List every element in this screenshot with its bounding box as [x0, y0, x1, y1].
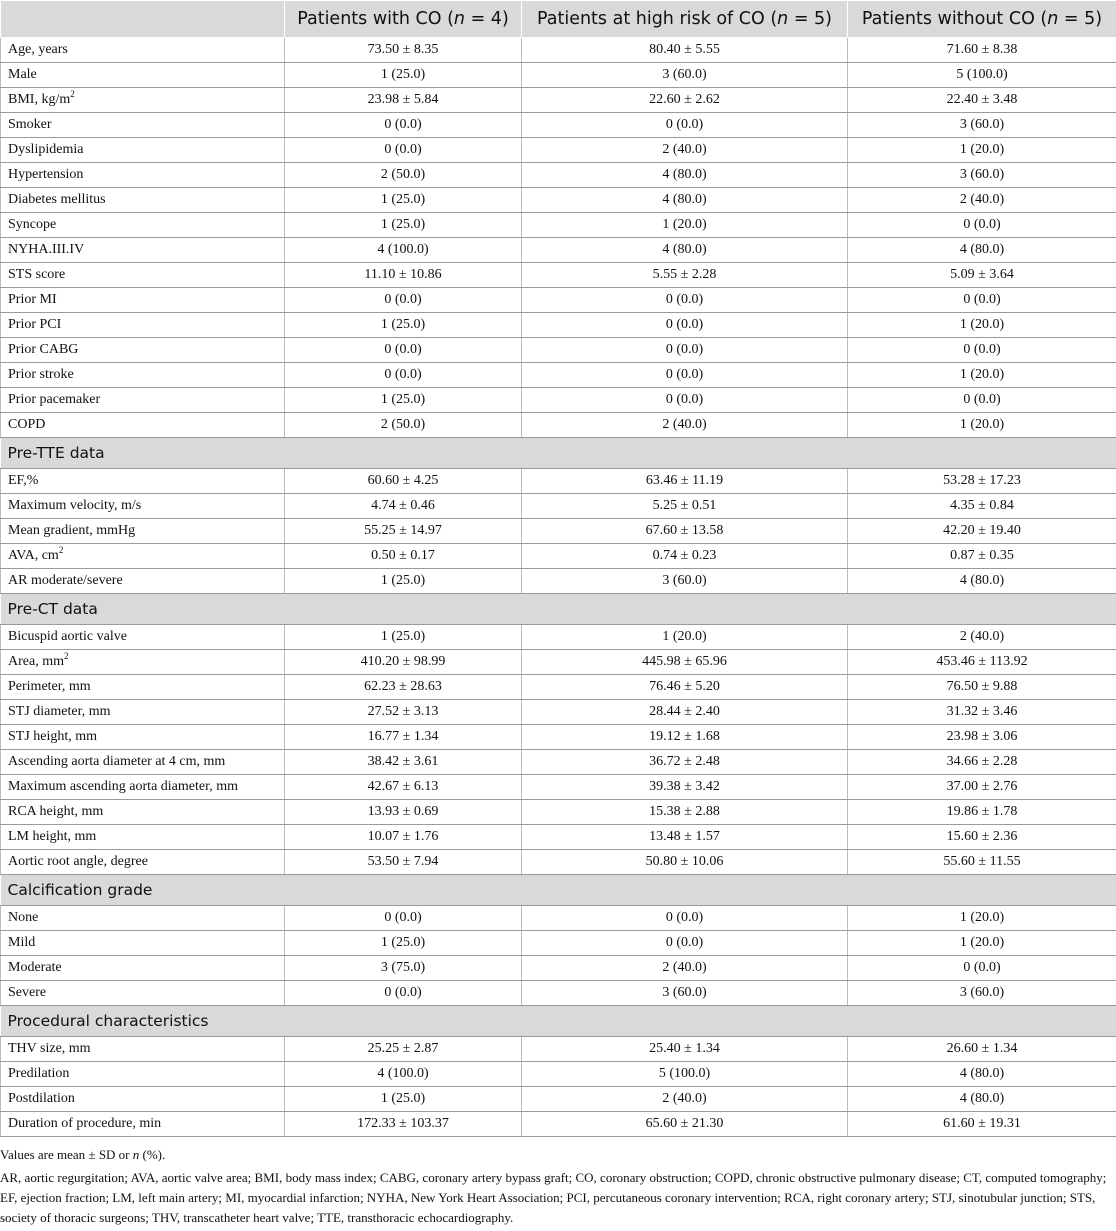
cell-value: 3 (60.0)	[522, 63, 848, 88]
table-row	[1, 569, 1116, 594]
cell-value: 31.32 ± 3.46	[848, 700, 1116, 725]
row-label-text: Prior MI	[8, 292, 57, 307]
table-row	[1, 63, 1116, 88]
cell-value: 67.60 ± 13.58	[522, 519, 848, 544]
cell-value: 10.07 ± 1.76	[285, 825, 522, 850]
cell-value: 0 (0.0)	[285, 113, 522, 138]
table-row	[1, 213, 1116, 238]
cell-value: 0 (0.0)	[522, 906, 848, 931]
cell-value: 1 (20.0)	[522, 213, 848, 238]
cell-value: 63.46 ± 11.19	[522, 469, 848, 494]
table-row	[1, 519, 1116, 544]
unit-superscript: 2	[70, 89, 75, 99]
row-label-text: Prior pacemaker	[8, 392, 100, 407]
row-label	[1, 956, 285, 981]
cell-value: 0 (0.0)	[522, 388, 848, 413]
table-footnotes	[0, 1137, 1116, 1228]
row-label-text: Hypertension	[8, 167, 83, 182]
table-row	[1, 138, 1116, 163]
header-blank	[1, 1, 285, 38]
cell-value: 13.48 ± 1.57	[522, 825, 848, 850]
row-label	[1, 906, 285, 931]
cell-value: 62.23 ± 28.63	[285, 675, 522, 700]
row-label-text: STJ height, mm	[8, 729, 97, 744]
row-label	[1, 1062, 285, 1087]
cell-value: 1 (25.0)	[285, 63, 522, 88]
row-label	[1, 625, 285, 650]
row-label-text: Maximum ascending aorta diameter, mm	[8, 779, 238, 794]
table-row	[1, 469, 1116, 494]
row-label-text: Bicuspid aortic valve	[8, 629, 127, 644]
cell-value: 4.74 ± 0.46	[285, 494, 522, 519]
row-label-text: RCA height, mm	[8, 804, 103, 819]
cell-value: 2 (40.0)	[522, 413, 848, 438]
cell-value: 0 (0.0)	[285, 981, 522, 1006]
cell-value: 60.60 ± 4.25	[285, 469, 522, 494]
cell-value: 27.52 ± 3.13	[285, 700, 522, 725]
row-label-text: None	[8, 910, 38, 925]
cell-value: 0 (0.0)	[522, 113, 848, 138]
row-label-text: Perimeter, mm	[8, 679, 91, 694]
row-label-text: Syncope	[8, 217, 56, 232]
row-label	[1, 519, 285, 544]
cell-value: 61.60 ± 19.31	[848, 1112, 1116, 1137]
cell-value: 22.40 ± 3.48	[848, 88, 1116, 113]
cell-value: 1 (20.0)	[848, 413, 1116, 438]
table-row	[1, 956, 1116, 981]
cell-value: 1 (20.0)	[848, 906, 1116, 931]
cell-value: 19.86 ± 1.78	[848, 800, 1116, 825]
row-label	[1, 163, 285, 188]
cell-value: 73.50 ± 8.35	[285, 38, 522, 63]
section-title: Calcification grade	[1, 875, 1116, 906]
cell-value: 1 (25.0)	[285, 188, 522, 213]
cell-value: 71.60 ± 8.38	[848, 38, 1116, 63]
row-label	[1, 725, 285, 750]
cell-value: 5 (100.0)	[522, 1062, 848, 1087]
table-row	[1, 363, 1116, 388]
cell-value: 0 (0.0)	[848, 956, 1116, 981]
table-row	[1, 700, 1116, 725]
cell-value: 0.50 ± 0.17	[285, 544, 522, 569]
row-label	[1, 569, 285, 594]
row-label	[1, 931, 285, 956]
row-label	[1, 288, 285, 313]
cell-value: 3 (60.0)	[848, 113, 1116, 138]
cell-value: 0.74 ± 0.23	[522, 544, 848, 569]
header-high-risk-co: Patients at high risk of CO (n = 5)	[522, 1, 848, 38]
cell-value: 4 (100.0)	[285, 238, 522, 263]
cell-value: 19.12 ± 1.68	[522, 725, 848, 750]
cell-value: 1 (25.0)	[285, 569, 522, 594]
cell-value: 0 (0.0)	[285, 138, 522, 163]
table-row	[1, 38, 1116, 63]
row-label-text: EF,%	[8, 473, 38, 488]
cell-value: 0 (0.0)	[285, 288, 522, 313]
cell-value: 2 (40.0)	[522, 1087, 848, 1112]
cell-value: 1 (20.0)	[848, 931, 1116, 956]
cell-value: 34.66 ± 2.28	[848, 750, 1116, 775]
cell-value: 38.42 ± 3.61	[285, 750, 522, 775]
cell-value: 1 (20.0)	[522, 625, 848, 650]
cell-value: 50.80 ± 10.06	[522, 850, 848, 875]
cell-value: 410.20 ± 98.99	[285, 650, 522, 675]
row-label-text: Dyslipidemia	[8, 142, 83, 157]
cell-value: 0 (0.0)	[285, 906, 522, 931]
row-label	[1, 775, 285, 800]
table-row	[1, 906, 1116, 931]
table-row	[1, 413, 1116, 438]
cell-value: 28.44 ± 2.40	[522, 700, 848, 725]
row-label	[1, 494, 285, 519]
cell-value: 15.38 ± 2.88	[522, 800, 848, 825]
row-label	[1, 188, 285, 213]
table-row	[1, 263, 1116, 288]
row-label-text: NYHA.III.IV	[8, 242, 84, 257]
table-row	[1, 494, 1116, 519]
cell-value: 2 (40.0)	[522, 138, 848, 163]
cell-value: 42.67 ± 6.13	[285, 775, 522, 800]
row-label-text: Mild	[8, 935, 35, 950]
cell-value: 25.25 ± 2.87	[285, 1037, 522, 1062]
cell-value: 4 (80.0)	[848, 238, 1116, 263]
row-label	[1, 850, 285, 875]
table-row	[1, 338, 1116, 363]
cell-value: 2 (40.0)	[848, 188, 1116, 213]
row-label	[1, 981, 285, 1006]
row-label	[1, 388, 285, 413]
row-label-text: Aortic root angle, degree	[8, 854, 148, 869]
row-label	[1, 469, 285, 494]
row-label-text: Mean gradient, mmHg	[8, 523, 135, 538]
table-row	[1, 1062, 1116, 1087]
cell-value: 2 (40.0)	[522, 956, 848, 981]
section-header-row	[1, 875, 1116, 906]
cell-value: 23.98 ± 5.84	[285, 88, 522, 113]
row-label	[1, 1087, 285, 1112]
italic-n: n	[777, 9, 788, 29]
table-row	[1, 544, 1116, 569]
table-row	[1, 931, 1116, 956]
cell-value: 26.60 ± 1.34	[848, 1037, 1116, 1062]
unit-superscript: 2	[64, 651, 69, 661]
cell-value: 4.35 ± 0.84	[848, 494, 1116, 519]
row-label	[1, 313, 285, 338]
table-row	[1, 288, 1116, 313]
row-label-text: Smoker	[8, 117, 52, 132]
values-note: Values are mean ± SD or n (%).	[0, 1145, 1116, 1165]
row-label	[1, 1112, 285, 1137]
cell-value: 11.10 ± 10.86	[285, 263, 522, 288]
cell-value: 5 (100.0)	[848, 63, 1116, 88]
row-label	[1, 88, 285, 113]
row-label	[1, 213, 285, 238]
header-with-co: Patients with CO (n = 4)	[285, 1, 522, 38]
abbreviations-note: AR, aortic regurgitation; AVA, aortic valve area; BMI, body mass index; CABG, coronary artery bypass graft; CO, coronary obstruction; COPD, chronic obstructive pulmonary disease; CT, computed tomography; EF, ejection fraction; LM, left main artery; MI, myocardial infarction; NYHA, New York Heart Association; PCI, percutaneous coronary intervention; RCA, right coronary artery; STJ, sinotubular junction; STS, society of thoracic surgeons; THV, transcatheter heart valve; TTE, transthoracic echocardiography.	[0, 1168, 1116, 1228]
cell-value: 0.87 ± 0.35	[848, 544, 1116, 569]
cell-value: 65.60 ± 21.30	[522, 1112, 848, 1137]
section-header-row	[1, 594, 1116, 625]
cell-value: 1 (20.0)	[848, 313, 1116, 338]
table-row	[1, 650, 1116, 675]
table-body	[1, 38, 1116, 1137]
cell-value: 453.46 ± 113.92	[848, 650, 1116, 675]
row-label-text: Prior stroke	[8, 367, 74, 382]
row-label-text: Age, years	[8, 42, 68, 57]
cell-value: 0 (0.0)	[285, 338, 522, 363]
cell-value: 39.38 ± 3.42	[522, 775, 848, 800]
table-row	[1, 750, 1116, 775]
section-title: Procedural characteristics	[1, 1006, 1116, 1037]
cell-value: 25.40 ± 1.34	[522, 1037, 848, 1062]
table-row	[1, 825, 1116, 850]
italic-n: n	[454, 9, 465, 29]
table-row	[1, 981, 1116, 1006]
row-label-text: Duration of procedure, min	[8, 1116, 161, 1131]
cell-value: 0 (0.0)	[522, 288, 848, 313]
row-label-text: Prior PCI	[8, 317, 61, 332]
row-label-text: STS score	[8, 267, 65, 282]
table-row	[1, 800, 1116, 825]
cell-value: 1 (20.0)	[848, 363, 1116, 388]
cell-value: 445.98 ± 65.96	[522, 650, 848, 675]
table-row	[1, 850, 1116, 875]
cell-value: 80.40 ± 5.55	[522, 38, 848, 63]
cell-value: 2 (50.0)	[285, 413, 522, 438]
cell-value: 4 (100.0)	[285, 1062, 522, 1087]
cell-value: 4 (80.0)	[522, 238, 848, 263]
cell-value: 4 (80.0)	[848, 569, 1116, 594]
row-label-text: Male	[8, 67, 37, 82]
row-label	[1, 800, 285, 825]
row-label-text: THV size, mm	[8, 1041, 91, 1056]
row-label-text: Moderate	[8, 960, 62, 975]
cell-value: 53.50 ± 7.94	[285, 850, 522, 875]
cell-value: 42.20 ± 19.40	[848, 519, 1116, 544]
row-label-text: Maximum velocity, m/s	[8, 498, 141, 513]
row-label	[1, 650, 285, 675]
row-label-text: Ascending aorta diameter at 4 cm, mm	[8, 754, 225, 769]
table-row	[1, 188, 1116, 213]
cell-value: 5.09 ± 3.64	[848, 263, 1116, 288]
cell-value: 16.77 ± 1.34	[285, 725, 522, 750]
cell-value: 1 (20.0)	[848, 138, 1116, 163]
row-label-text: AVA, cm	[8, 548, 59, 563]
cell-value: 0 (0.0)	[848, 338, 1116, 363]
row-label	[1, 338, 285, 363]
row-label-text: LM height, mm	[8, 829, 96, 844]
cell-value: 1 (25.0)	[285, 388, 522, 413]
cell-value: 1 (25.0)	[285, 931, 522, 956]
row-label-text: AR moderate/severe	[8, 573, 123, 588]
row-label	[1, 238, 285, 263]
cell-value: 4 (80.0)	[848, 1087, 1116, 1112]
cell-value: 172.33 ± 103.37	[285, 1112, 522, 1137]
row-label	[1, 413, 285, 438]
cell-value: 1 (25.0)	[285, 213, 522, 238]
cell-value: 2 (40.0)	[848, 625, 1116, 650]
cell-value: 3 (60.0)	[848, 981, 1116, 1006]
cell-value: 5.55 ± 2.28	[522, 263, 848, 288]
cell-value: 5.25 ± 0.51	[522, 494, 848, 519]
cell-value: 23.98 ± 3.06	[848, 725, 1116, 750]
cell-value: 3 (60.0)	[522, 981, 848, 1006]
row-label-text: Prior CABG	[8, 342, 78, 357]
row-label-text: BMI, kg/m	[8, 92, 70, 107]
table-row	[1, 1037, 1116, 1062]
cell-value: 22.60 ± 2.62	[522, 88, 848, 113]
cell-value: 0 (0.0)	[522, 313, 848, 338]
table-row	[1, 675, 1116, 700]
table-row	[1, 388, 1116, 413]
cell-value: 2 (50.0)	[285, 163, 522, 188]
cell-value: 3 (60.0)	[522, 569, 848, 594]
table-row	[1, 725, 1116, 750]
cell-value: 1 (25.0)	[285, 1087, 522, 1112]
table-row	[1, 163, 1116, 188]
table-header-row	[1, 1, 1116, 38]
cell-value: 3 (60.0)	[848, 163, 1116, 188]
row-label-text: Diabetes mellitus	[8, 192, 106, 207]
row-label-text: STJ diameter, mm	[8, 704, 110, 719]
section-title: Pre-CT data	[1, 594, 1116, 625]
cell-value: 4 (80.0)	[522, 188, 848, 213]
table-row	[1, 238, 1116, 263]
row-label	[1, 113, 285, 138]
cell-value: 53.28 ± 17.23	[848, 469, 1116, 494]
unit-superscript: 2	[59, 545, 64, 555]
cell-value: 4 (80.0)	[522, 163, 848, 188]
table-row	[1, 625, 1116, 650]
cell-value: 37.00 ± 2.76	[848, 775, 1116, 800]
row-label	[1, 138, 285, 163]
row-label-text: Severe	[8, 985, 46, 1000]
cell-value: 0 (0.0)	[285, 363, 522, 388]
table-row	[1, 313, 1116, 338]
cell-value: 36.72 ± 2.48	[522, 750, 848, 775]
italic-n: n	[1047, 9, 1058, 29]
section-header-row	[1, 1006, 1116, 1037]
cell-value: 1 (25.0)	[285, 625, 522, 650]
cell-value: 55.60 ± 11.55	[848, 850, 1116, 875]
row-label-text: Predilation	[8, 1066, 69, 1081]
cell-value: 0 (0.0)	[522, 363, 848, 388]
cell-value: 1 (25.0)	[285, 313, 522, 338]
table-row	[1, 1112, 1116, 1137]
cell-value: 3 (75.0)	[285, 956, 522, 981]
row-label	[1, 263, 285, 288]
table-row	[1, 1087, 1116, 1112]
row-label	[1, 1037, 285, 1062]
italic-n: n	[133, 1147, 140, 1162]
cell-value: 13.93 ± 0.69	[285, 800, 522, 825]
table-row	[1, 113, 1116, 138]
cell-value: 15.60 ± 2.36	[848, 825, 1116, 850]
row-label-text: Area, mm	[8, 654, 64, 669]
cell-value: 55.25 ± 14.97	[285, 519, 522, 544]
cell-value: 76.50 ± 9.88	[848, 675, 1116, 700]
row-label	[1, 544, 285, 569]
row-label	[1, 675, 285, 700]
header-without-co: Patients without CO (n = 5)	[848, 1, 1116, 38]
section-header-row	[1, 438, 1116, 469]
cell-value: 0 (0.0)	[848, 213, 1116, 238]
row-label	[1, 363, 285, 388]
row-label	[1, 700, 285, 725]
row-label	[1, 750, 285, 775]
cell-value: 0 (0.0)	[522, 338, 848, 363]
row-label-text: Postdilation	[8, 1091, 75, 1106]
section-title: Pre-TTE data	[1, 438, 1116, 469]
cell-value: 0 (0.0)	[848, 388, 1116, 413]
table-row	[1, 88, 1116, 113]
cell-value: 0 (0.0)	[848, 288, 1116, 313]
cell-value: 0 (0.0)	[522, 931, 848, 956]
row-label	[1, 825, 285, 850]
table-row	[1, 775, 1116, 800]
row-label	[1, 38, 285, 63]
row-label	[1, 63, 285, 88]
cell-value: 4 (80.0)	[848, 1062, 1116, 1087]
row-label-text: COPD	[8, 417, 45, 432]
cell-value: 76.46 ± 5.20	[522, 675, 848, 700]
